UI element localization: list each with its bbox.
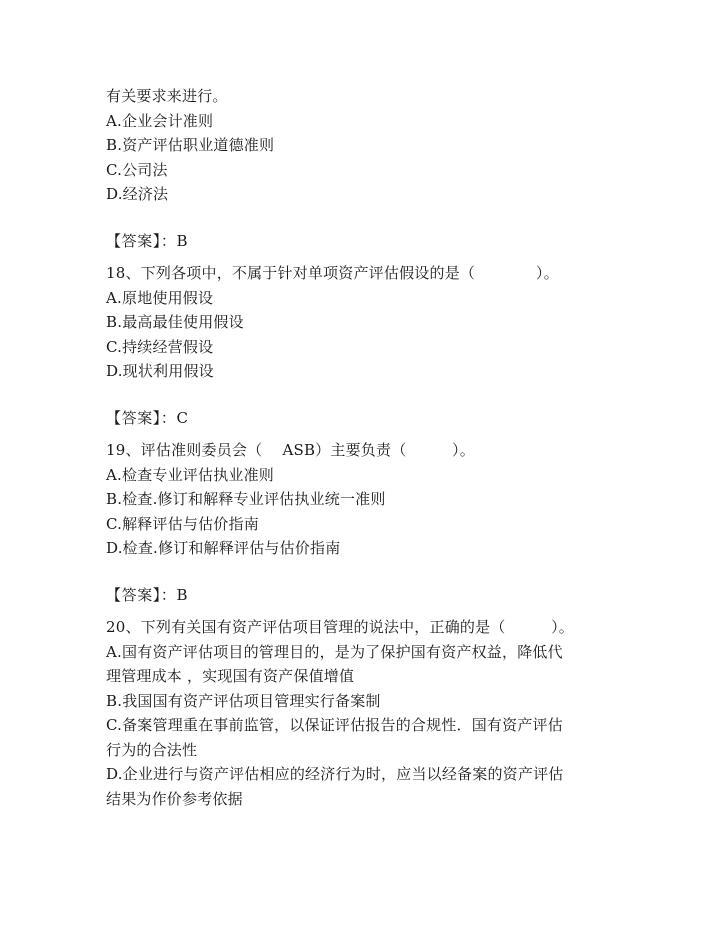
exam-page bbox=[106, 84, 606, 811]
option-c-line-1: C.备案管理重在事前监管，以保证评估报告的合规性．国有资产评估 bbox=[106, 716, 563, 734]
option-a: A.检查专业评估执业准则 bbox=[106, 465, 275, 484]
option-b: B.最高最佳使用假设 bbox=[106, 313, 244, 331]
question-17-tail bbox=[106, 84, 606, 253]
option-d: D.检查.修订和解释评估与估价指南 bbox=[106, 539, 341, 557]
option-b: B.资产评估职业道德准则 bbox=[106, 136, 275, 154]
question-stem-continuation: 有关要求来进行。 bbox=[106, 87, 228, 105]
option-b: B.我国国有资产评估项目管理实行备案制 bbox=[106, 691, 381, 710]
question-19 bbox=[106, 438, 606, 607]
option-d: D.现状利用假设 bbox=[106, 362, 214, 380]
option-d-line-2: 结果为作价参考依据 bbox=[106, 789, 243, 808]
option-c: C.解释评估与估价指南 bbox=[106, 514, 259, 533]
answer-label: 【答案】：B bbox=[106, 585, 189, 604]
option-d-line-1: D.企业进行与资产评估相应的经济行为时，应当以经备案的资产评估 bbox=[106, 765, 564, 783]
option-b: B.检查.修订和解释专业评估执业统一准则 bbox=[106, 490, 386, 508]
option-a: A.原地使用假设 bbox=[106, 288, 214, 307]
question-stem: 20、下列有关国有资产评估项目管理的说法中，正确的是（ ）。 bbox=[106, 618, 574, 636]
option-c-line-2: 行为的合法性 bbox=[106, 740, 198, 759]
option-c: C.公司法 bbox=[106, 160, 168, 179]
question-20 bbox=[106, 615, 606, 811]
option-c: C.持续经营假设 bbox=[106, 337, 214, 356]
option-a-line-1: A.国有资产评估项目的管理目的，是为了保护国有资产权益，降低代 bbox=[106, 642, 563, 661]
answer-label: 【答案】：C bbox=[106, 408, 189, 427]
option-a: A.企业会计准则 bbox=[106, 111, 214, 130]
question-stem: 18、下列各项中，不属于针对单项资产评估假设的是（ ）。 bbox=[106, 264, 559, 282]
option-a-line-2: 理管理成本 ，实现国有资产保值增值 bbox=[106, 667, 355, 685]
option-d: D.经济法 bbox=[106, 185, 169, 203]
question-18 bbox=[106, 261, 606, 430]
question-stem: 19、评估准则委员会（ ASB）主要负责（ ）。 bbox=[106, 441, 475, 459]
answer-label: 【答案】：B bbox=[106, 231, 189, 250]
